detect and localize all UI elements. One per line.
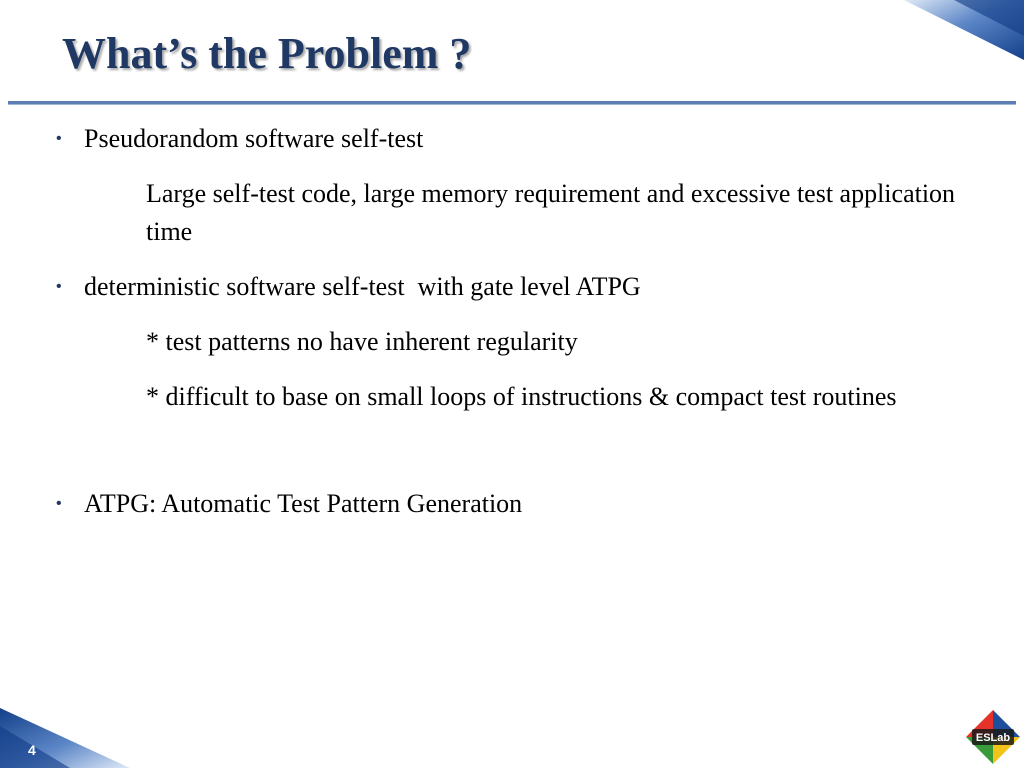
bullet-icon: • <box>56 495 62 512</box>
slide-title: What’s the Problem ? <box>62 29 472 78</box>
slide-body <box>56 120 986 540</box>
title-divider <box>8 101 1016 105</box>
sub-item: * test patterns no have inherent regularity <box>146 327 578 356</box>
corner-decoration-top-right <box>884 0 1024 60</box>
bullet-icon: • <box>56 278 62 295</box>
bullet-item <box>56 120 986 158</box>
bullet-text: deterministic software self-test with gate level ATPG <box>84 272 641 301</box>
page-number: 4 <box>28 742 36 758</box>
eslab-logo <box>962 706 1024 768</box>
bullet-text: ATPG: Automatic Test Pattern Generation <box>84 489 523 518</box>
sub-item: * difficult to base on small loops of instructions & compact test routines <box>146 382 897 411</box>
bullet-text: Pseudorandom software self-test <box>84 124 424 153</box>
spacer <box>56 433 986 485</box>
bullet-item <box>56 268 986 306</box>
bullet-icon: • <box>56 130 62 147</box>
corner-decoration-bottom-left <box>0 708 140 768</box>
sub-item: Large self-test code, large memory requirement and excessive test application time <box>146 179 956 246</box>
logo-text: ESLab <box>975 732 1011 744</box>
bullet-item <box>56 485 986 523</box>
